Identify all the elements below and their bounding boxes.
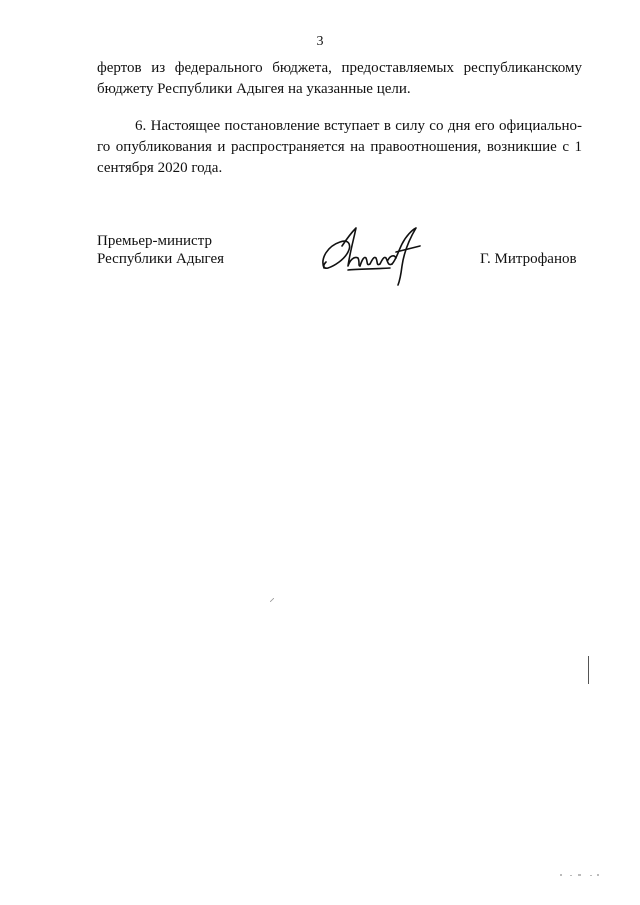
page-number: 3	[316, 34, 324, 49]
paragraph-6	[97, 116, 582, 179]
paragraph-line: 6. Настоящее постановление вступает в силу со дня его официально-	[135, 118, 582, 134]
paragraph-line: бюджету Республики Адыгея на указанные цели.	[97, 81, 411, 97]
signatory-title	[97, 232, 224, 268]
signatory-title-line1: Премьер-министр	[97, 233, 212, 249]
paragraph-line: го опубликования и распространяется на правоотношения, возникшие с 1	[97, 139, 582, 155]
paragraph-continued	[97, 58, 582, 100]
scan-artifact	[587, 656, 590, 684]
signatory-title-line2: Республики Адыгея	[97, 251, 225, 267]
handwritten-signature	[318, 222, 424, 288]
signatory-name: Г. Митрофанов	[480, 251, 577, 267]
scan-artifact	[560, 872, 600, 878]
paragraph-line: фертов из федерального бюджета, предоставляемых республиканскому	[97, 60, 582, 76]
paragraph-line: сентября 2020 года.	[97, 160, 223, 176]
scan-artifact	[270, 598, 274, 602]
